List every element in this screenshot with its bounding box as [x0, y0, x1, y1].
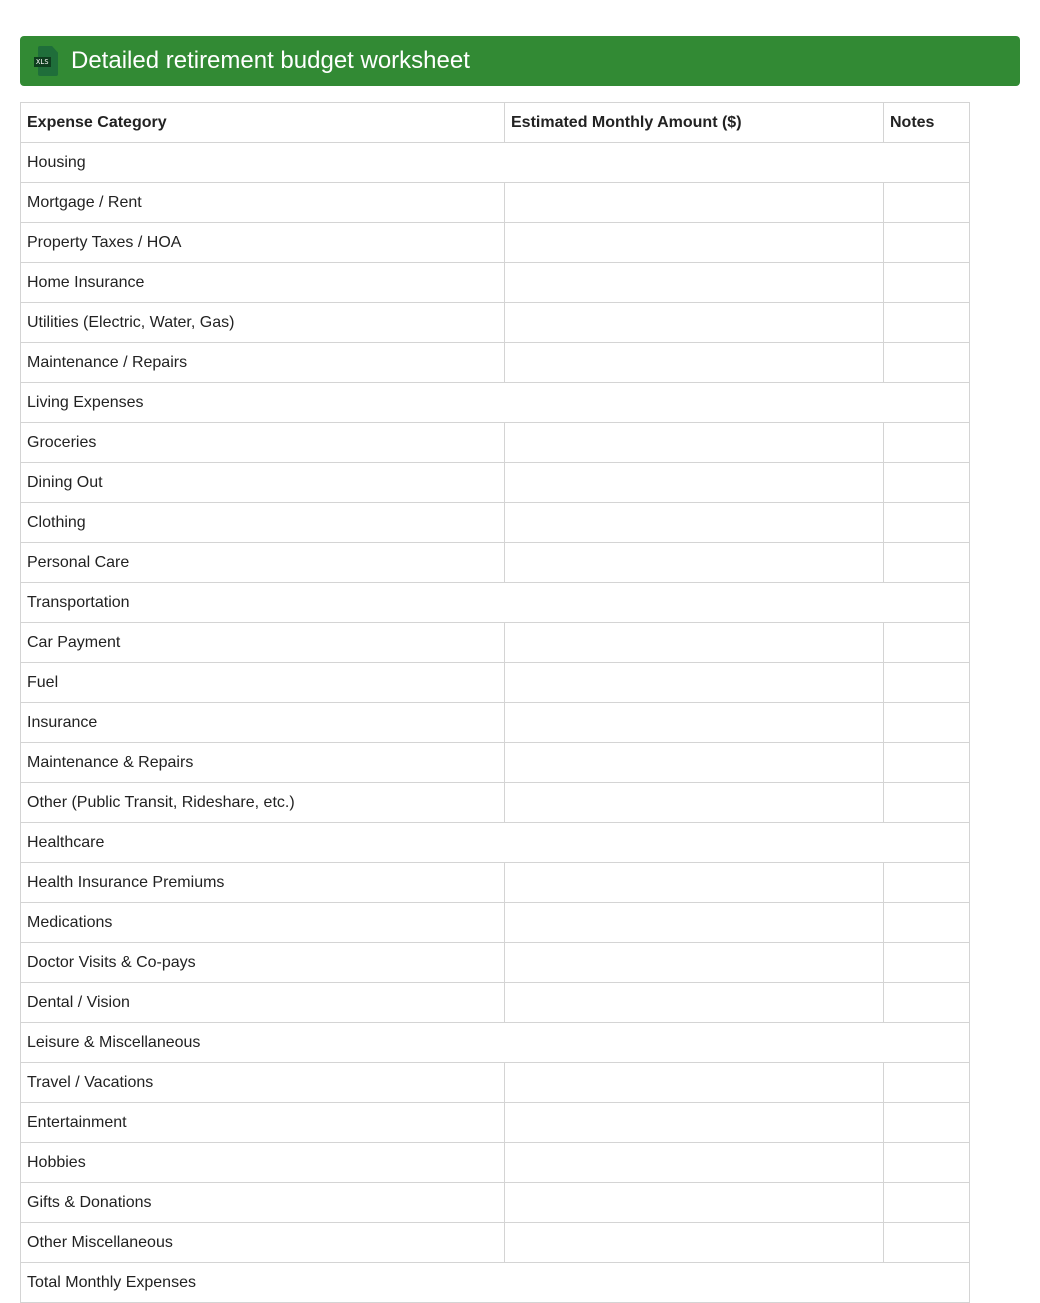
table-row	[21, 983, 970, 1023]
notes-cell[interactable]	[884, 623, 970, 663]
notes-cell[interactable]	[884, 423, 970, 463]
notes-cell[interactable]	[884, 1063, 970, 1103]
table-row	[21, 783, 970, 823]
notes-cell[interactable]	[884, 983, 970, 1023]
notes-cell[interactable]	[884, 1223, 970, 1263]
table-row	[21, 903, 970, 943]
amount-cell[interactable]	[505, 703, 884, 743]
amount-cell[interactable]	[505, 663, 884, 703]
column-header-amount: Estimated Monthly Amount ($)	[505, 103, 884, 143]
notes-cell[interactable]	[884, 503, 970, 543]
page-title: Detailed retirement budget worksheet	[71, 47, 470, 74]
table-row	[21, 423, 970, 463]
table-row	[21, 1103, 970, 1143]
xls-file-icon: XLS	[34, 46, 58, 76]
notes-cell[interactable]	[884, 343, 970, 383]
category-cell: Home Insurance	[21, 263, 505, 303]
amount-cell[interactable]	[505, 943, 884, 983]
table-header-row	[21, 103, 970, 143]
category-cell: Doctor Visits & Co-pays	[21, 943, 505, 983]
table-row	[21, 343, 970, 383]
category-cell: Dining Out	[21, 463, 505, 503]
amount-cell[interactable]	[505, 623, 884, 663]
amount-cell[interactable]	[505, 463, 884, 503]
section-row	[21, 1263, 970, 1303]
category-cell: Health Insurance Premiums	[21, 863, 505, 903]
amount-cell[interactable]	[505, 183, 884, 223]
category-cell: Dental / Vision	[21, 983, 505, 1023]
table-row	[21, 263, 970, 303]
category-cell: Fuel	[21, 663, 505, 703]
table-row	[21, 303, 970, 343]
amount-cell[interactable]	[505, 903, 884, 943]
amount-cell[interactable]	[505, 1183, 884, 1223]
amount-cell[interactable]	[505, 983, 884, 1023]
table-row	[21, 863, 970, 903]
amount-cell[interactable]	[505, 743, 884, 783]
table-row	[21, 223, 970, 263]
section-label: Healthcare	[21, 823, 970, 863]
page-header	[20, 36, 1020, 86]
amount-cell[interactable]	[505, 1223, 884, 1263]
amount-cell[interactable]	[505, 1103, 884, 1143]
category-cell: Utilities (Electric, Water, Gas)	[21, 303, 505, 343]
category-cell: Insurance	[21, 703, 505, 743]
table-row	[21, 183, 970, 223]
table-row	[21, 663, 970, 703]
notes-cell[interactable]	[884, 223, 970, 263]
section-label: Living Expenses	[21, 383, 970, 423]
notes-cell[interactable]	[884, 743, 970, 783]
section-label: Total Monthly Expenses	[21, 1263, 970, 1303]
table-row	[21, 1063, 970, 1103]
section-row	[21, 143, 970, 183]
amount-cell[interactable]	[505, 223, 884, 263]
category-cell: Other (Public Transit, Rideshare, etc.)	[21, 783, 505, 823]
section-row	[21, 583, 970, 623]
amount-cell[interactable]	[505, 783, 884, 823]
category-cell: Other Miscellaneous	[21, 1223, 505, 1263]
amount-cell[interactable]	[505, 1143, 884, 1183]
section-row	[21, 383, 970, 423]
section-label: Housing	[21, 143, 970, 183]
amount-cell[interactable]	[505, 503, 884, 543]
section-label: Transportation	[21, 583, 970, 623]
table-row	[21, 1183, 970, 1223]
column-header-notes: Notes	[884, 103, 970, 143]
category-cell: Hobbies	[21, 1143, 505, 1183]
notes-cell[interactable]	[884, 263, 970, 303]
category-cell: Property Taxes / HOA	[21, 223, 505, 263]
amount-cell[interactable]	[505, 863, 884, 903]
notes-cell[interactable]	[884, 463, 970, 503]
notes-cell[interactable]	[884, 783, 970, 823]
notes-cell[interactable]	[884, 863, 970, 903]
notes-cell[interactable]	[884, 183, 970, 223]
section-row	[21, 1023, 970, 1063]
notes-cell[interactable]	[884, 1103, 970, 1143]
notes-cell[interactable]	[884, 303, 970, 343]
notes-cell[interactable]	[884, 1183, 970, 1223]
category-cell: Personal Care	[21, 543, 505, 583]
section-label: Leisure & Miscellaneous	[21, 1023, 970, 1063]
category-cell: Mortgage / Rent	[21, 183, 505, 223]
table-row	[21, 503, 970, 543]
table-row	[21, 1223, 970, 1263]
notes-cell[interactable]	[884, 703, 970, 743]
amount-cell[interactable]	[505, 263, 884, 303]
category-cell: Travel / Vacations	[21, 1063, 505, 1103]
category-cell: Gifts & Donations	[21, 1183, 505, 1223]
table-row	[21, 623, 970, 663]
table-row	[21, 543, 970, 583]
category-cell: Maintenance / Repairs	[21, 343, 505, 383]
category-cell: Medications	[21, 903, 505, 943]
column-header-category: Expense Category	[21, 103, 505, 143]
notes-cell[interactable]	[884, 943, 970, 983]
table-row	[21, 463, 970, 503]
notes-cell[interactable]	[884, 1143, 970, 1183]
table-row	[21, 943, 970, 983]
category-cell: Clothing	[21, 503, 505, 543]
category-cell: Entertainment	[21, 1103, 505, 1143]
amount-cell[interactable]	[505, 423, 884, 463]
section-row	[21, 823, 970, 863]
category-cell: Groceries	[21, 423, 505, 463]
notes-cell[interactable]	[884, 663, 970, 703]
notes-cell[interactable]	[884, 543, 970, 583]
amount-cell[interactable]	[505, 543, 884, 583]
table-row	[21, 703, 970, 743]
table-row	[21, 1143, 970, 1183]
category-cell: Maintenance & Repairs	[21, 743, 505, 783]
table-row	[21, 743, 970, 783]
amount-cell[interactable]	[505, 1063, 884, 1103]
notes-cell[interactable]	[884, 903, 970, 943]
amount-cell[interactable]	[505, 343, 884, 383]
budget-table	[20, 102, 970, 1303]
amount-cell[interactable]	[505, 303, 884, 343]
category-cell: Car Payment	[21, 623, 505, 663]
